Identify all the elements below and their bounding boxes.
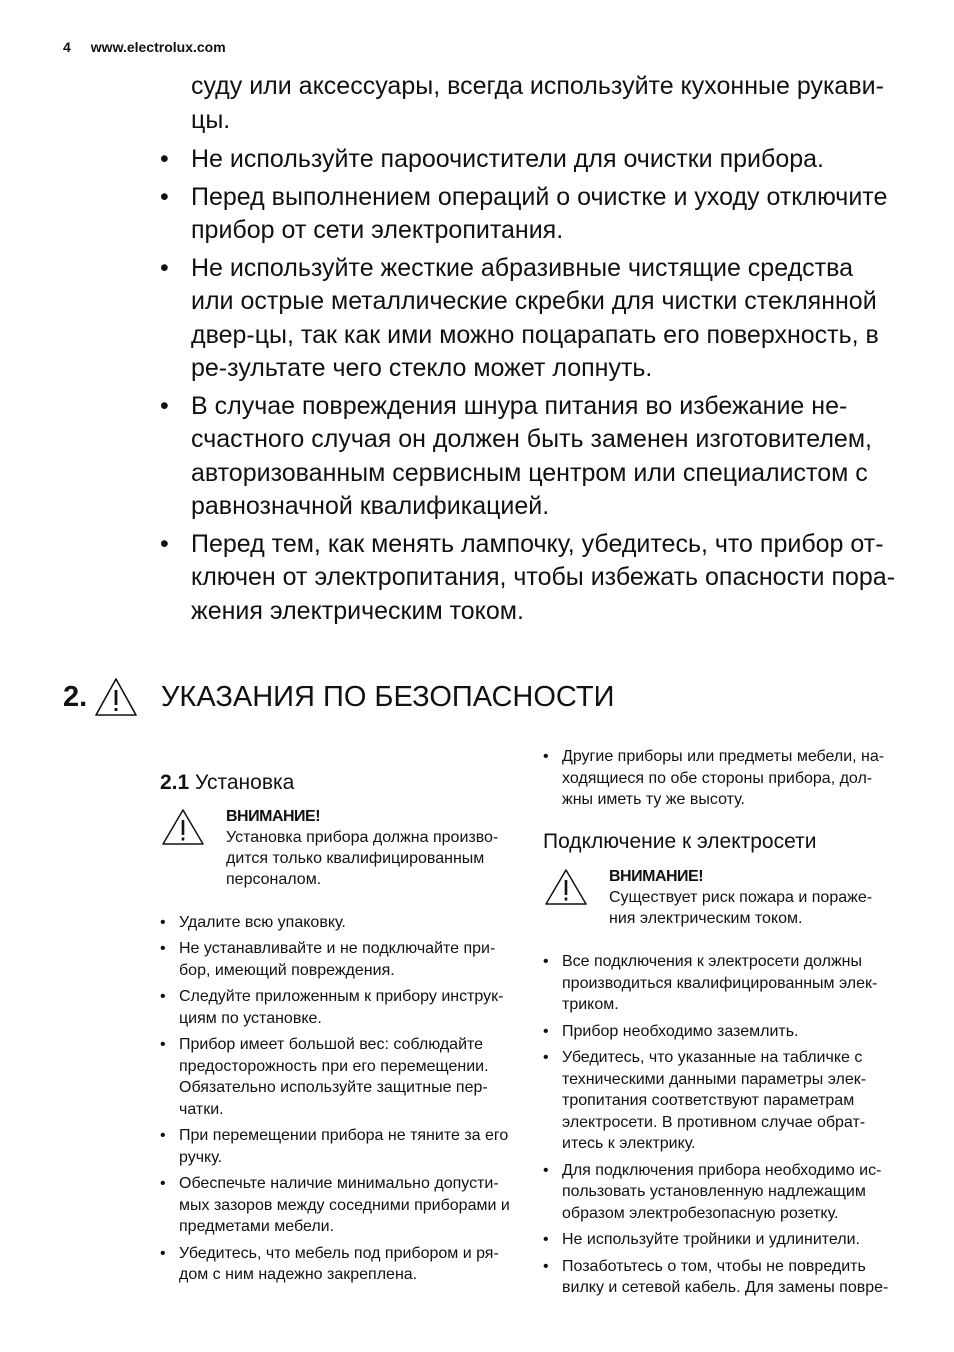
- list-item: • При перемещении прибора не тяните за его ручку.: [160, 1125, 510, 1168]
- right-top-bullet-list: [543, 746, 895, 811]
- warning-content: [226, 806, 510, 890]
- warning-title: ВНИМАНИЕ!: [226, 807, 321, 825]
- subsection-heading-electrical: Подключение к электросети: [543, 829, 817, 853]
- subsection-heading-installation: [160, 772, 510, 794]
- section-heading: [63, 676, 614, 718]
- list-item: • Обеспечьте наличие минимально допусти-мых зазоров между соседними приборами и предметами мебели.: [160, 1173, 510, 1238]
- list-item: • Убедитесь, что указанные на табличке с техническими данными параметры элек-тропитания соответствуют параметрам электросети. В противном случае обрат-итесь к электрику.: [543, 1047, 895, 1155]
- list-item: • Для подключения прибора необходимо ис-пользовать установленную надлежащим образом электробезопасную розетку.: [543, 1160, 895, 1225]
- warning-box: [543, 866, 895, 929]
- warning-title: ВНИМАНИЕ!: [609, 868, 704, 885]
- list-item: • В случае повреждения шнура питания во избежание не-счастного случая он должен быть заменен изготовителем, авторизованным сервисным центром или специалистом с равнозначной квалификацией.: [160, 390, 900, 524]
- list-item: • Все подключения к электросети должны производиться квалифицированным элек-триком.: [543, 951, 895, 1016]
- list-item: • Не используйте пароочистители для очистки прибора.: [160, 143, 900, 177]
- continuation-text: суду или аксессуары, всегда используйте кухонные рукави- цы.: [191, 72, 884, 134]
- site-url: www.electrolux.com: [90, 39, 226, 55]
- left-column: [160, 772, 510, 1291]
- warning-text: Установка прибора должна произво-дится только квалифицированным персоналом.: [226, 828, 499, 888]
- warning-content: [609, 866, 895, 929]
- electrical-bullet-list: [543, 951, 895, 1299]
- list-item: • Перед выполнением операций о очистке и уходу отключите прибор от сети электропитания.: [160, 181, 900, 248]
- top-bullet-list: [160, 143, 900, 628]
- right-column: [543, 746, 895, 1304]
- list-item: • Перед тем, как менять лампочку, убедитесь, что прибор от-ключен от электропитания, чтобы избежать опасности пора-жения электрическим током.: [160, 528, 900, 629]
- warning-box: [160, 806, 510, 890]
- section-number: 2.: [63, 680, 88, 713]
- list-item: • Удалите всю упаковку.: [160, 912, 510, 934]
- warning-triangle-icon: [543, 867, 589, 907]
- list-item: • Не устанавливайте и не подключайте при-бор, имеющий повреждения.: [160, 938, 510, 981]
- list-item: • Не используйте тройники и удлинители.: [543, 1229, 895, 1251]
- subsection-number: 2.1: [160, 771, 190, 794]
- subsection-title: Установка: [195, 771, 295, 794]
- list-item: • Убедитесь, что мебель под прибором и ря-дом с ним надежно закреплена.: [160, 1243, 510, 1286]
- warning-text: Существует риск пожара и пораже-ния электрическим током.: [609, 889, 873, 927]
- cleaning-instructions: [160, 70, 900, 632]
- section-title: УКАЗАНИЯ ПО БЕЗОПАСНОСТИ: [161, 680, 615, 713]
- list-item: • Позаботьтесь о том, чтобы не повредить вилку и сетевой кабель. Для замены повре-: [543, 1256, 895, 1299]
- page-number: 4: [63, 39, 71, 55]
- list-item: • Прибор необходимо заземлить.: [543, 1021, 895, 1043]
- list-item: • Не используйте жесткие абразивные чистящие средства или острые металлические скребки для чистки стеклянной двер-цы, так как ими можно поцарапать его поверхность, в ре-зультате чего стекло может лопнуть.: [160, 252, 900, 386]
- list-item: • Следуйте приложенным к прибору инструк-циям по установке.: [160, 986, 510, 1029]
- warning-triangle-icon: [93, 676, 139, 718]
- list-item: • Другие приборы или предметы мебели, на-ходящиеся по обе стороны прибора, дол-жны иметь ту же высоту.: [543, 746, 895, 811]
- warning-triangle-icon: [160, 807, 206, 847]
- list-item: • Прибор имеет большой вес: соблюдайте предосторожность при его перемещении. Обязательно используйте защитные пер-чатки.: [160, 1034, 510, 1120]
- page-header: [63, 39, 226, 55]
- installation-bullet-list: [160, 912, 510, 1286]
